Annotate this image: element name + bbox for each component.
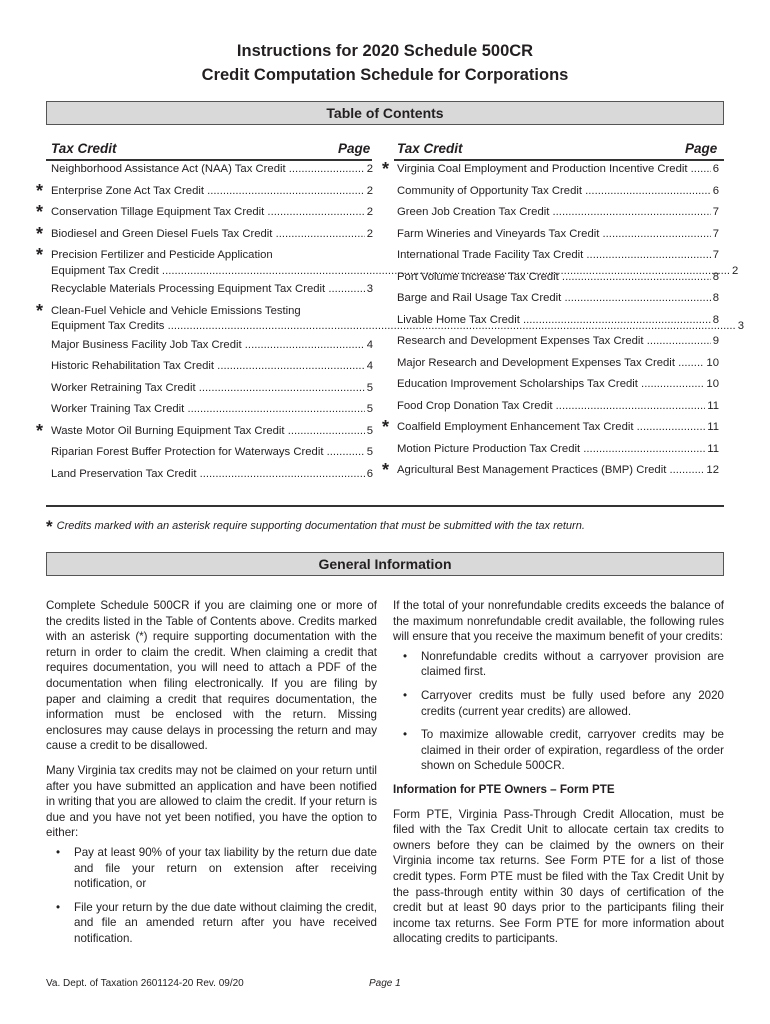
general-info-band: General Information [46,552,724,576]
toc-entry [397,399,719,415]
toc-entry [397,184,719,200]
general-right-para-1: If the total of your nonrefundable credits exceeds the balance of the maximum nonrefundable credit available, the following rules will ensure that you receive the maximum benefit of your credits: [393,599,724,644]
toc-entry-page: 10 [706,356,719,369]
toc-entry [36,202,373,222]
toc-entry-title: Worker Retraining Tax Credit [51,381,196,394]
footnote-asterisk: * [46,517,53,536]
toc-entry-title: Worker Training Tax Credit [51,403,185,415]
toc-entry-title: International Trade Facility Tax Credit [397,249,584,261]
asterisk-marker: * [36,420,44,441]
toc-entry-page: 5 [366,446,373,458]
toc-left-rule [46,159,372,161]
toc-entry-title-line1: Clean-Fuel Vehicle and Vehicle Emissions Testing [51,304,301,317]
right-bullet-item: • Carryover credits must be fully used before any 2020 credits (current year credits) are allowed. [421,688,724,719]
asterisk-marker: * [36,202,44,222]
toc-entry-page: 11 [707,421,719,433]
toc-entry-title: Recyclable Materials Processing Equipment Tax Credit [51,283,326,295]
toc-entry [36,223,373,244]
toc-entry [36,420,373,441]
asterisk-marker: * [382,159,390,179]
toc-entry-title: Biodiesel and Green Diesel Fuels Tax Credit [51,227,273,240]
toc-entry-page: 7 [712,206,719,218]
toc-entry-page: 8 [712,270,719,283]
toc-right-page-header: Page [685,141,718,156]
toc-bottom-rule [46,505,724,507]
toc-entry [397,205,719,221]
toc-entry-page: 9 [712,335,719,347]
toc-entry-title: Coalfield Employment Enhancement Tax Credit [397,421,634,433]
toc-entry-title: Major Business Facility Job Tax Credit [51,338,242,351]
toc-entry-page: 6 [712,163,719,175]
toc-entry-title-line1: Precision Fertilizer and Pesticide Application [51,249,273,261]
toc-entry-title: Equipment Tax Credit [51,264,159,277]
toc-entry [397,356,719,372]
pte-paragraph: Form PTE, Virginia Pass-Through Credit Allocation, must be filed with the Tax Credit Unit to allocate certain tax credits to owners before they can be claimed by the owners on their Virginia income tax returns. See Form PTE for a list of those credit types. Form PTE must be filed with the Tax Credit Unit by the pass-through entity within 30 days of certification of the credit but at least 90 days prior to the participants filing their income tax returns. See Form PTE for more information about allocating credits to participants. [393,807,724,946]
toc-entry-title: Agricultural Best Management Practices (BMP) Credit [397,464,667,476]
toc-entry-title: Livable Home Tax Credit [397,313,520,326]
footnote-text: Credits marked with an asterisk require supporting documentation that must be submitted with the tax return. [56,520,585,532]
toc-entry-title: Enterprise Zone Act Tax Credit [51,184,204,197]
toc-entry [51,282,373,298]
toc-entry-page: 2 [366,163,373,175]
toc-entry [397,377,719,393]
toc-entry-page: 6 [366,467,373,480]
pte-heading: Information for PTE Owners – Form PTE [393,782,615,796]
general-right-column [393,598,724,956]
toc-right-rule [394,159,724,161]
toc-entry [51,402,373,418]
toc-entry [51,467,373,483]
toc-entry [382,417,719,437]
toc-entry-page: 7 [712,227,719,240]
toc-entry-title: Motion Picture Production Tax Credit [397,442,581,455]
toc-entry-page: 2 [366,227,373,240]
toc-entry-title: Major Research and Development Expenses Tax Credit [397,356,675,369]
title-line-2: Credit Computation Schedule for Corporations [201,66,569,84]
toc-entry [397,270,719,286]
toc-entry-title: Conservation Tillage Equipment Tax Credit [51,206,265,218]
toc-entry-page: 2 [366,206,373,218]
asterisk-marker: * [382,417,390,437]
general-left-para-1: Complete Schedule 500CR if you are claiming one or more of the credits listed in the Table of Contents above. Credits marked with an asterisk (*) require supporting documentation with the return in order to claim the credit. When claiming a credit that requires documentation, you will need to attach a PDF of the documentation when filing electronically. If you are filing by paper and claiming a credit that requires documentation, the information must be enclosed with the return. Missing enclosures may cause delays in processing the return and may cause a credit to be disallowed. [46,599,377,753]
toc-left-page-header: Page [338,141,371,156]
asterisk-marker: * [36,245,44,265]
general-left-para-2: Many Virginia tax credits may not be claimed on your return until after you have submitted an application and have been notified in writing that you are allowed to claim the credit. If your return is due and you have not yet been notified, you have the option to either: [46,763,377,840]
toc-entry-page: 5 [366,381,373,394]
toc-right-list [382,159,719,485]
right-bullet-item: • Nonrefundable credits without a carryover provision are claimed first. [421,649,724,680]
toc-entry-title: Equipment Tax Credits [51,320,165,332]
toc-entry-title: Historic Rehabilitation Tax Credit [51,360,215,372]
toc-entry-page: 4 [366,338,373,351]
toc-entry-page: 4 [366,360,373,372]
toc-entry-page: 11 [707,399,719,412]
toc-entry-title: Research and Development Expenses Tax Credit [397,335,644,347]
general-right-bullets [393,649,724,774]
asterisk-marker: * [36,300,44,321]
title-line-1: Instructions for 2020 Schedule 500CR [236,42,534,60]
toc-entry-page: 3 [366,283,373,295]
toc-entry-page: 6 [712,184,719,197]
toc-entry [382,159,719,179]
toc-entry [397,248,719,264]
toc-entry-page: 7 [712,249,719,261]
toc-entry [51,162,373,178]
toc-entry [51,381,373,397]
right-bullet-item: • To maximize allowable credit, carryover credits may be claimed in their order of expiration, regardless of the order shown on Schedule 500CR. [421,727,724,774]
general-left-bullets [46,845,377,947]
asterisk-marker: * [36,180,44,201]
asterisk-marker: * [36,223,44,244]
toc-band: Table of Contents [46,101,724,125]
toc-entry-title: Neighborhood Assistance Act (NAA) Tax Credit [51,163,286,175]
footer-page-number: Page 1 [369,978,401,989]
toc-entry-title: Barge and Rail Usage Tax Credit [397,292,562,304]
footer-form-info: Va. Dept. of Taxation 2601124-20 Rev. 09/20 [46,978,244,989]
toc-entry [397,227,719,243]
toc-entry [382,460,719,480]
toc-entry-title: Farm Wineries and Vineyards Tax Credit [397,227,600,240]
toc-entry-page: 5 [366,403,373,415]
toc-entry [397,442,719,458]
toc-entry-page: 12 [706,464,719,476]
toc-entry-title: Riparian Forest Buffer Protection for Waterways Credit [51,446,324,458]
toc-entry [36,180,373,201]
asterisk-marker: * [382,460,390,480]
toc-entry [51,338,373,354]
toc-entry-page: 2 [732,264,739,277]
toc-entry [51,359,373,375]
toc-left-col-header: Tax Credit [51,141,117,156]
toc-entry-title: Port Volume Increase Tax Credit [397,270,559,283]
toc-entry-title: Community of Opportunity Tax Credit [397,184,583,197]
toc-entry-page: 2 [366,184,373,197]
toc-right-col-header: Tax Credit [397,141,463,156]
toc-entry [397,313,719,329]
toc-entry-page: 8 [712,292,719,304]
toc-entry-title: Land Preservation Tax Credit [51,467,197,480]
toc-entry-title: Education Improvement Scholarships Tax Credit [397,378,638,390]
toc-entry [51,445,373,461]
toc-entry-title: Virginia Coal Employment and Production Incentive Credit [397,163,688,175]
toc-entry-page: 8 [712,313,719,326]
left-bullet-item: • Pay at least 90% of your tax liability by the return due date and file your return on extension after receiving notification, or [74,845,377,892]
toc-entry-page: 10 [706,378,719,390]
toc-entry-title: Waste Motor Oil Burning Equipment Tax Credit [51,424,285,437]
toc-entry-page: 5 [366,424,373,437]
general-left-column [46,598,377,954]
toc-entry-title: Food Crop Donation Tax Credit [397,399,553,412]
left-bullet-item: • File your return by the due date without claiming the credit, and file an amended return after you have received notification. [74,900,377,947]
asterisk-footnote [46,517,585,537]
toc-entry [397,291,719,307]
toc-entry-title: Green Job Creation Tax Credit [397,206,550,218]
toc-entry-page: 11 [707,442,719,455]
toc-entry [397,334,719,350]
toc-entry-page: 3 [737,320,744,332]
